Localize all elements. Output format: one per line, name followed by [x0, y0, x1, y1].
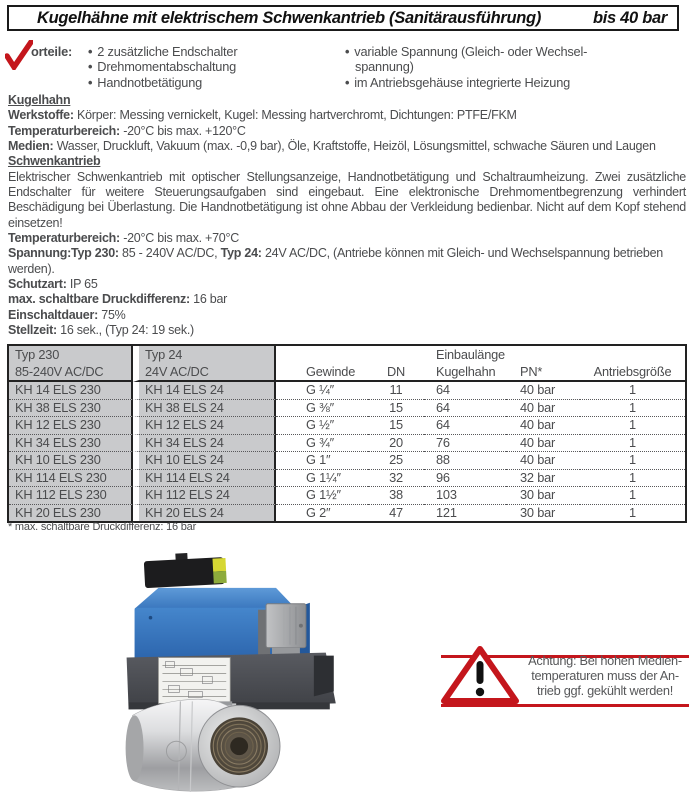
spec-value: -20°C bis max. +70°C [119, 231, 239, 246]
schwenkantrieb-description: Elektrischer Schwenkantrieb mit optischer Stellungsanzeige, Handnotbetätigung und Schaltraumheizung. Zwei zusätzliche Endschalter für weitere Steuerungsaufgaben sind eingebaut. Eine elektronische Drehmomentbegrenzung verhindert Beschädigung bei Überlastung. Die Handnotbetätigung ist ohne Abbau der Verkleidung bedienbar. Nicht auf dem Kopf stehend einsetzen! [8, 169, 686, 230]
cell-dn: 15 [368, 417, 424, 435]
cell-dn: 47 [389, 504, 403, 520]
table-footnote: * max. schaltbare Druckdifferenz: 16 bar [8, 521, 197, 533]
list-item [88, 75, 237, 90]
spec-line-werkstoffe [8, 108, 686, 123]
cell-typ24: KH 112 ELS 24 [133, 487, 276, 505]
cell-gewinde: G 1¼″ [276, 470, 368, 488]
cell-dn: 25 [368, 452, 424, 470]
table-row [9, 400, 685, 418]
cell-antriebsgroesse: 1 [580, 452, 685, 470]
list-item [345, 75, 605, 90]
title-bar [7, 5, 679, 31]
cell-einbaulaenge: 64 [424, 417, 506, 435]
cell-pn: 40 bar [506, 435, 580, 453]
table-row [9, 452, 685, 470]
cell-gewinde: G ¾″ [276, 435, 368, 453]
list-item [345, 44, 605, 59]
list-item [88, 59, 237, 74]
list-item-text: • Handnotbetätigung [97, 74, 203, 90]
cell-antriebsgroesse: 1 [580, 382, 685, 400]
cell-pn: 40 bar [506, 452, 580, 470]
cell-typ230: KH 10 ELS 230 [9, 452, 133, 470]
header-gewinde: Gewinde [276, 346, 368, 382]
warning-text-line: temperaturen muss der An- [531, 668, 679, 683]
table-row [9, 470, 685, 488]
list-item [88, 44, 237, 59]
table-row [9, 382, 685, 400]
cell-typ24: KH 14 ELS 24 [133, 382, 276, 400]
spec-line-temperatur [8, 124, 686, 139]
cell-typ24: KH 34 ELS 24 [133, 435, 276, 453]
spec-label: Temperaturbereich: [8, 123, 120, 138]
cell-dn: 20 [368, 435, 424, 453]
page-title: Kugelhähne mit elektrischem Schwenkantrieb (Sanitärausführung) [37, 8, 542, 27]
cell-typ24: KH 10 ELS 24 [133, 452, 276, 470]
header-typ24: Typ 24 24V AC/DC [133, 346, 276, 382]
spec-line-stellzeit [8, 323, 686, 338]
spec-value: Wasser, Druckluft, Vakuum (max. -0,9 bar), Öle, Kraftstoffe, Heizöl, Lösungsmittel, schwache Säuren und Laugen [53, 139, 656, 154]
spec-line-druckdifferenz [8, 292, 686, 307]
spec-label: Stellzeit: [8, 323, 57, 338]
cell-typ230: KH 112 ELS 230 [9, 487, 133, 505]
header-einbaulaenge: Einbaulänge Kugelhahn [424, 346, 506, 382]
cell-antriebsgroesse: 1 [580, 435, 685, 453]
cell-gewinde: G ½″ [276, 417, 368, 435]
warning-note [438, 645, 689, 711]
product-photo-illustration [118, 546, 438, 798]
cell-antriebsgroesse: 1 [580, 470, 685, 488]
table-row [9, 487, 685, 505]
cell-dn: 32 [368, 470, 424, 488]
cell-gewinde: G ⅜″ [276, 400, 368, 418]
header-pn: PN* [506, 346, 580, 382]
cell-typ24: KH 20 ELS 24 [133, 505, 276, 522]
cell-typ230: KH 34 ELS 230 [9, 435, 133, 453]
cell-einbaulaenge: 76 [424, 435, 506, 453]
spec-value: 16 bar [189, 292, 228, 307]
cell-gewinde: G 1½″ [276, 487, 368, 505]
cell-einbaulaenge: 121 [436, 504, 457, 520]
cell-dn: 15 [368, 400, 424, 418]
cell-einbaulaenge: 88 [424, 452, 506, 470]
wiring-diagram-label [158, 658, 230, 704]
spec-value: IP 65 [66, 277, 98, 292]
table-header-row [9, 346, 685, 382]
cell-pn: 30 bar [506, 487, 580, 505]
cell-einbaulaenge: 96 [424, 470, 506, 488]
pressure-rating: bis 40 bar [592, 8, 667, 27]
advantages-left-list [88, 44, 237, 90]
cell-dn: 11 [368, 382, 424, 400]
spec-line-einschaltdauer [8, 308, 686, 323]
cell-gewinde: G 1″ [276, 452, 368, 470]
list-item-continuation: spannung) [355, 59, 414, 75]
warning-text [522, 653, 688, 698]
table-row [9, 505, 685, 522]
cell-pn: 40 bar [506, 382, 580, 400]
actuator-housing [127, 653, 336, 710]
header-antriebsgroesse: Antriebsgröße [580, 346, 685, 382]
cell-typ230: KH 14 ELS 230 [9, 382, 133, 400]
specifications [8, 93, 686, 339]
cell-typ24: KH 114 ELS 24 [133, 470, 276, 488]
cell-dn: 38 [368, 487, 424, 505]
cell-pn: 40 bar [506, 400, 580, 418]
cell-typ24: KH 12 ELS 24 [133, 417, 276, 435]
spec-label-typ230: Typ 230: [71, 246, 119, 261]
spec-label-typ24: Typ 24: [220, 246, 262, 261]
list-item-text: • Drehmomentabschaltung [97, 59, 237, 75]
spec-line-medien [8, 139, 686, 154]
product-table [7, 344, 687, 523]
checkmark-icon [5, 40, 33, 70]
manual-handle [143, 551, 226, 588]
advantages-right-list [345, 44, 605, 90]
cell-pn: 40 bar [506, 417, 580, 435]
cell-antriebsgroesse: 1 [580, 417, 685, 435]
spec-label: max. schaltbare Druckdifferenz: [8, 292, 190, 307]
advantages-label: orteile: [31, 44, 73, 59]
table-row [9, 435, 685, 453]
cell-typ230: KH 20 ELS 230 [9, 505, 133, 522]
cell-pn: 30 bar [520, 504, 556, 520]
spec-value: Körper: Messing vernickelt, Kugel: Messing hartverchromt, Dichtungen: PTFE/FKM [73, 108, 517, 123]
section-heading-schwenkantrieb: Schwenkantrieb [8, 154, 101, 169]
spec-label: Medien: [8, 139, 54, 154]
cell-typ230: KH 114 ELS 230 [9, 470, 133, 488]
header-typ230: Typ 230 85-240V AC/DC [9, 346, 133, 382]
spec-value: 24V AC/DC, (Antriebe können mit Gleich- und Wechselspannung betrieben werden). [8, 246, 663, 276]
cell-antriebsgroesse: 1 [629, 504, 636, 520]
cell-pn: 32 bar [506, 470, 580, 488]
warning-text-line: Achtung: Bei hohen Medien- [528, 653, 682, 668]
cell-einbaulaenge: 64 [424, 400, 506, 418]
warning-triangle-icon [440, 645, 520, 705]
cell-typ24: KH 38 ELS 24 [133, 400, 276, 418]
section-heading-kugelhahn: Kugelhahn [8, 93, 71, 107]
cell-einbaulaenge: 64 [424, 382, 506, 400]
spec-value: 16 sek., (Typ 24: 19 sek.) [56, 323, 194, 338]
ball-valve [126, 699, 280, 792]
cell-gewinde: G 2″ [306, 504, 331, 520]
spec-label: Einschaltdauer: [8, 307, 99, 322]
table-row [9, 417, 685, 435]
spec-line-spannung [8, 246, 686, 277]
cell-gewinde: G ¼″ [276, 382, 368, 400]
list-item-text: • 2 zusätzliche Endschalter [97, 44, 238, 59]
spec-label: Werkstoffe: [8, 108, 74, 123]
header-dn: DN [368, 346, 424, 382]
product-photo [118, 546, 438, 798]
spec-value: 75% [98, 307, 126, 322]
spec-label: Schutzart: [8, 277, 67, 292]
spec-value: -20°C bis max. +120°C [119, 123, 246, 138]
list-item-text: • variable Spannung (Gleich- oder Wechsel- [354, 44, 588, 59]
cell-einbaulaenge: 103 [424, 487, 506, 505]
cell-antriebsgroesse: 1 [580, 487, 685, 505]
spec-label: Temperaturbereich: [8, 231, 120, 246]
cell-typ230: KH 38 ELS 230 [9, 400, 133, 418]
warning-text-line: trieb ggf. gekühlt werden! [537, 683, 673, 698]
cell-antriebsgroesse: 1 [580, 400, 685, 418]
spec-value: 85 - 240V AC/DC, [118, 246, 221, 261]
list-item-text: • im Antriebsgehäuse integrierte Heizung [354, 74, 571, 90]
spec-line-temperatur2 [8, 231, 686, 246]
spec-label: Spannung: [8, 246, 72, 261]
cell-typ230: KH 12 ELS 230 [9, 417, 133, 435]
spec-line-schutzart [8, 277, 686, 292]
